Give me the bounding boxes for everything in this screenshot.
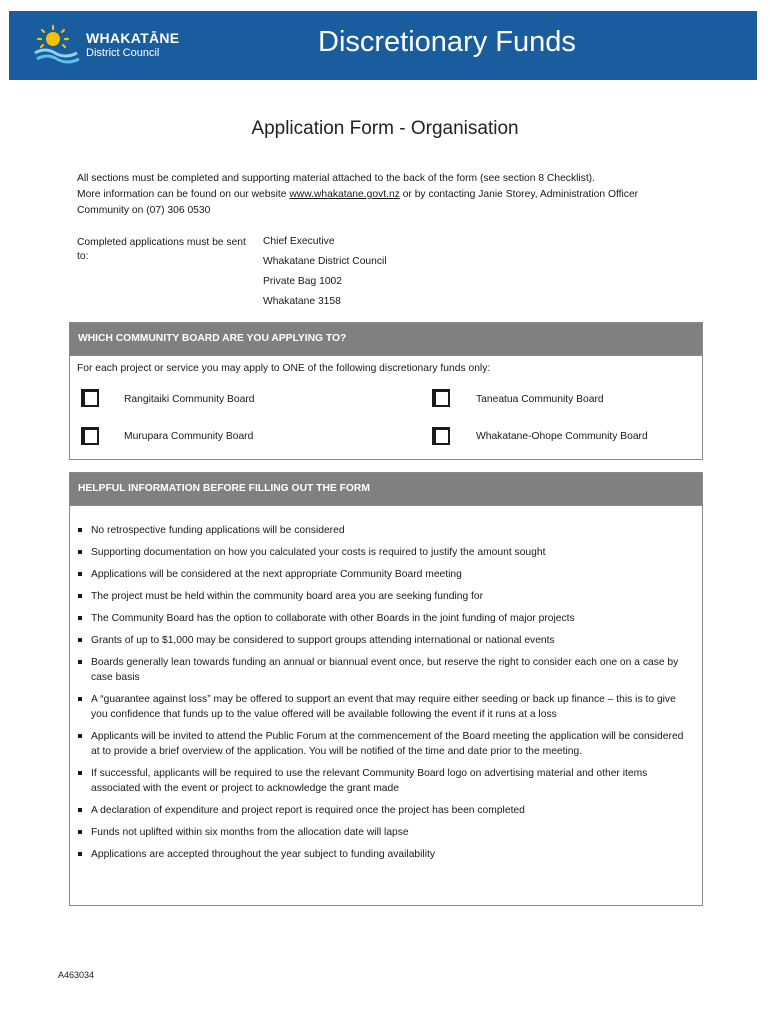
council-logo — [31, 25, 201, 75]
helpful-info-section — [69, 472, 703, 906]
list-item: A declaration of expenditure and project report is required once the project has been completed — [77, 803, 691, 818]
board-selection-section — [69, 322, 703, 460]
address-line-4: Whakatane 3158 — [263, 296, 341, 307]
intro-line-1: All sections must be completed and supporting material attached to the back of the form (see section 8 Checklist). — [77, 173, 595, 184]
list-item: If successful, applicants will be required to use the relevant Community Board logo on advertising material and other items associated with the event or project to acknowledge the grant made — [77, 766, 691, 796]
option-murupara: Murupara Community Board — [124, 431, 254, 442]
banner-title: Discretionary Funds — [318, 26, 576, 58]
list-item: The project must be held within the community board area you are seeking funding for — [77, 589, 691, 604]
list-item: Applicants will be invited to attend the Public Forum at the commencement of the Board meeting the application will be considered at to provide a brief overview of the application. You will be notified of the time and date prior to the meeting. — [77, 729, 691, 759]
info-section-heading: HELPFUL INFORMATION BEFORE FILLING OUT THE FORM — [70, 473, 702, 506]
board-section-subtext: For each project or service you may apply to ONE of the following discretionary funds only: — [77, 363, 491, 374]
list-item: Funds not uplifted within six months from the allocation date will lapse — [77, 825, 691, 840]
address-line-1: Chief Executive — [263, 236, 335, 247]
checkbox-taneatua[interactable] — [432, 389, 450, 407]
option-whakatane-ohope: Whakatane-Ohope Community Board — [476, 431, 648, 442]
council-subtitle: District Council — [86, 47, 160, 59]
intro-text — [77, 171, 697, 219]
intro-line-3: Community on (07) 306 0530 — [77, 205, 211, 216]
intro-line-2-end: or by contacting Janie Storey, Administration Officer — [399, 189, 639, 200]
council-name: WHAKATĀNE — [86, 30, 180, 46]
form-title: Application Form - Organisation — [251, 118, 519, 139]
list-item: Boards generally lean towards funding an annual or biannual event once, but reserve the right to consider each one on a case by case basis — [77, 655, 691, 685]
option-rangitaiki: Rangitaiki Community Board — [124, 394, 255, 405]
board-section-heading: WHICH COMMUNITY BOARD ARE YOU APPLYING TO? — [70, 323, 702, 356]
list-item: Grants of up to $1,000 may be considered to support groups attending international or national events — [77, 633, 691, 648]
website-link[interactable]: www.whakatane.govt.nz — [289, 189, 400, 200]
checkbox-whakatane-ohope[interactable] — [432, 427, 450, 445]
list-item: Supporting documentation on how you calculated your costs is required to justify the amount sought — [77, 545, 691, 560]
intro-line-2-start: More information can be found on our website — [77, 189, 290, 200]
list-item: The Community Board has the option to collaborate with other Boards in the joint funding of major projects — [77, 611, 691, 626]
checkbox-rangitaiki[interactable] — [81, 389, 99, 407]
list-item: Applications will be considered at the next appropriate Community Board meeting — [77, 567, 691, 582]
address-line-2: Whakatane District Council — [263, 256, 387, 267]
option-taneatua: Taneatua Community Board — [476, 394, 604, 405]
send-to-label: Completed applications must be sent to: — [77, 237, 246, 262]
list-item: A “guarantee against loss” may be offered to support an event that may require either seeding or back up finance – this is to give you confidence that funds up to the value offered will be available following the event if it runs at a loss — [77, 692, 691, 722]
list-item: Applications are accepted throughout the year subject to funding availability — [77, 847, 691, 862]
sun-waves-icon — [31, 25, 83, 65]
document-code: A463034 — [58, 970, 95, 980]
list-item: No retrospective funding applications will be considered — [77, 523, 691, 538]
header-banner — [9, 11, 757, 80]
info-list — [77, 523, 691, 862]
address-line-3: Private Bag 1002 — [263, 276, 342, 287]
checkbox-murupara[interactable] — [81, 427, 99, 445]
